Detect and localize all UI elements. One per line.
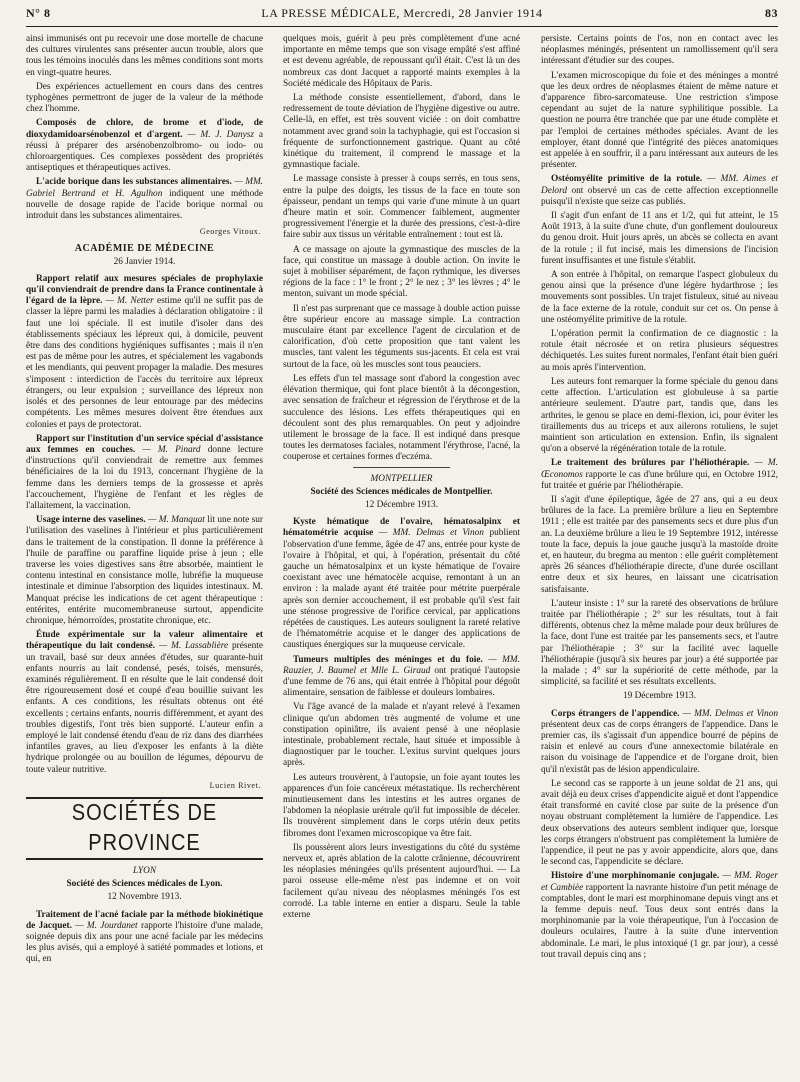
article-author: — MM. Delmas et Vinon (378, 528, 490, 539)
article-author: — M. Pinard (142, 444, 208, 455)
article-title: Usage interne des vaselines. (36, 515, 149, 526)
article-author: — MM. Delmas et Vinon (682, 708, 778, 719)
paragraph: La méthode consiste essentiellement, d'abord, dans le redressement de toute déviation de l'hygiène digestive ou autre. Celle-là, en effet, est très souvent viciée : on doit combattre notamment avec grand soin la tachyphagie, qui est l'occasion si fréquente de surfonctionnement gastrique. Quant au côté kinétique du traitement, il comprend le massage et la gymnastique faciale. (283, 93, 520, 171)
paragraph: quelques mois, guérit à peu près complètement d'une acné importante en même temps que son visage empâté s'est affiné et est devenu agréable, de repoussant qu'il était. C'est là un des nombreux cas dont Jacquet a rapporté maints exemples à la Société médicale des Hôpitaux de Paris. (283, 34, 520, 89)
article (283, 517, 520, 651)
paragraph: A son entrée à l'hôpital, on remarque l'aspect globuleux du genou ainsi que la présence d'une légère hydarthrose ; les mouvements sont possibles. Un trajet fistuleux, situé au niveau de la face externe de la rotule, conduit sur cet os. On pense à une ostéomyélite primitive de la rotule. (541, 270, 778, 325)
article-text: lit une note sur l'utilisation des vaselines à l'intérieur et plus particulièrement dans le traitement de la constipation. Il donne la préférence à l'huile de paraffine ou paraffine liquide prise à jeun ; elle traverse les voies digestives sans être absorbée, maintient le contenu intestinal en consistance molle, lubréfie la muqueuse intestinale et diminue l'absorption des liquides intestinaux. M. Manquat précise les indications de cet agent thérapeutique : entérites, entérite mucomembraneuse surtout, appendicite chronique, hémorroïdes, prostatite chronique, etc. (26, 515, 263, 626)
article-text: ont pratiqué l'autopsie d'une femme de 76 ans, qui était entrée à l'hôpital pour dégoût alimentaire, sensation de faiblesse et douleurs lombaires. (283, 665, 520, 699)
article (541, 174, 778, 208)
paragraph: A ce massage on ajoute la gymnastique des muscles de la face, qui constitue un massage à double action. On invite le sujet à mobiliser séparément, de façon rythmique, les diverses régions de la face : 1° le front ; 2° le nez ; 3° les lèvres ; 4° le menton, suivant un mode spécial. (283, 244, 520, 300)
article-text: présente un travail, basé sur deux années d'études, sur quarante-huit enfants nourris au lait condensé, pesés, toisés, mensurés, examinés régulièrement. Il en résulte que le lait condensé doit être rigoureusement dosé et coupé d'eau bouillie suivant les enfants. A ces conditions, les résultats obtenus ont été excellents ; certains enfants, nourris différemment, et ayant des troubles digestifs, l'ont très bien supporté. L'auteur enfin a employé le lait condensé étendu d'eau de riz dans des diarrhées infantiles graves, au lieu d'exposer les enfants à la diète hydrique prolongée ou au bouillon de légumes, dépourvu de toute valeur nutritive. (26, 641, 263, 775)
paragraph: L'examen microscopique du foie et des méninges a montré que les deux ordres de néoplasmes étaient de même nature et d'apparence fibro-sarcomateuse. Une restriction s'impose cependant au sujet de la nature syphilitique possible. La question ne pourra être tranchée que par une étude complète et par l'emploi de certaines méthodes spéciales. Avant de les employer, étant donné que l'intégrité des pièces anatomiques est appelée à en souffrir, il a paru intéressant aux auteurs de les présenter. (541, 70, 778, 171)
paragraph: Il n'est pas surprenant que ce massage à double action puisse être supérieur encore au massage simple. La contraction musculaire étant par excellence l'agent de circulation et de calorification, d'où cette proposition que tant valent les muscles, tant valent les téguments sus-jacents. Et cela est vrai surtout de la face, où les muscles sont tous peauciers. (283, 303, 520, 370)
paragraph: Vu l'âge avancé de la malade et n'ayant relevé à l'examen clinique qu'un abdomen très augmenté de volume et une constipation opiniâtre, ils avaient pensé à une néoplasie intestinale, probablement rectale, haut située et impossible à diagnostiquer par le toucher. L'exitus survint quelques jours après. (283, 702, 520, 769)
paragraph: Des expériences actuellement en cours dans des centres typhogènes permettront de juger de la valeur de la méthode chez l'homme. (26, 81, 263, 115)
paragraph: Le second cas se rapporte à un jeune soldat de 21 ans, qui avait déjà eu deux crises d'appendicite aiguë et dont l'appendice était transformé en cavité close par suite de la présence d'un noyau obstruant complètement la lumière de l'appendice. Les deux observations des auteurs semblent indiquer que, lorsque les corps étrangers n'obstruent pas complètement la lumière de l'appendice, il peut ne pas y avoir appendicite, alors que, dans le second cas, l'appendicite se déclare. (541, 778, 778, 868)
signature: Georges Vitoux. (199, 227, 261, 237)
society-date: 12 Décembre 1913. (364, 499, 439, 510)
article-author: — MM. Roger et Cambièe (541, 871, 778, 893)
article-title: Rapport relatif aux mesures spéciales de prophylaxie qu'il conviendrait de prendre dans la France continentale à l'égard de la lèpre. (26, 273, 263, 307)
society-date: 12 Novembre 1913. (107, 892, 182, 903)
article-title: Kyste hématique de l'ovaire, hématosalpinx et hématométrie acquise (283, 517, 520, 539)
page-header (26, 6, 778, 24)
society-heading: Société des Sciences médicales de Montpellier. (310, 486, 493, 497)
article-text: rapportent la navrante histoire d'un petit ménage de comptables, dont le mari est morphinomane depuis vingt ans et la femme depuis neuf. Tous deux sont entrés dans la morphinomanie par la voie thérapeutique, l'un à l'occasion de douleurs oculaires, l'autre à la suite d'une intervention abdominale. Le mari, le plus intoxiqué (1 gr. par jour), a cessé tout travail depuis cinq ans ; (541, 882, 778, 960)
issue-number: N° 8 (26, 6, 51, 20)
society-heading: Société des Sciences médicales de Lyon. (66, 879, 223, 890)
section-date: 26 Janvier 1914. (113, 256, 176, 267)
article-author: — MM. Aimes et Delord (541, 174, 778, 196)
article-text: présentent deux cas de corps étrangers de l'appendice. Dans le premier cas, ils s'agissait d'un appendice bourré de pépins de raisin et enlevé au cours d'une annexectomie bilatérale en raison du voisinage de l'appendice et de l'organe droit, bien qu'il n'existât pas de lésion appendiculaire. (541, 719, 778, 775)
article-title: Rapport sur l'institution d'un service spécial d'assistance aux femmes en couches. (26, 433, 263, 455)
paragraph: Les auteurs trouvèrent, à l'autopsie, un foie ayant toutes les apparences d'un foie cancéreux métastatique. Ils recherchèrent minutieusement dans les intestins et les autres organes de l'abdomen la néoplasie urétrale qu'il fut impossible de déceler. Ils trouvèrent simplement dans le corps utérin deux petits fibromes dont l'examen microscopique va être fait. (283, 772, 520, 839)
paragraph: Les effets d'un tel massage sont d'abord la congestion avec élévation thermique, qui font place bientôt à la décongestion, avec sensation de fraîcheur et régression de l'érythrose et de la succulence des lésions. Les effets thérapeutiques qui en découlent sont des plus remarquables. On peut y adjoindre utilement le brossage de la face. Il est indiqué dans presque toutes les dermatoses faciales, notamment l'érythrose, l'acné, la couperose et certaines formes d'eczéma. (283, 373, 520, 463)
article-title: Composés de chlore, de brome et d'iode, de dioxydamidoarsénobenzol et d'argent. (26, 118, 263, 140)
page-number: 83 (765, 6, 778, 20)
article-title: Le traitement des brûlures par l'héliothérapie. (551, 458, 755, 469)
article-text: indiquent une méthode nouvelle de dosage rapide de l'acide borique normal ou introduit dans les substances alimentaires. (26, 188, 263, 222)
article-text: rapporte l'histoire d'une malade, soignée depuis dix ans pour une acné faciale par les médecins les plus avisés, qui a employé à satiété pommades et lotions, et qui, en (26, 920, 263, 965)
article (26, 515, 263, 627)
newspaper-page (26, 0, 778, 1082)
section-date: 19 Décembre 1913. (622, 691, 697, 702)
article-title: L'acide borique dans les substances alimentaires. (36, 177, 235, 188)
paragraph: L'auteur insiste : 1° sur la rareté des observations de brûlure traitée par l'héliothérapie ; 2° sur les résultats, tout à fait différents, obtenus chez la même malade pour deux brûlures de la face, dont l'une est traitée par les pansements secs, et l'autre par l'héliothérapie ; 3° sur la facilité avec laquelle l'héliothérapie (jusqu'à six heures par jour) a été supportée par la malade ; 4° sur la supériorité de cette méthode, par la simplicité, sa facilité et ses résultats excellents. (541, 598, 778, 688)
article (26, 434, 263, 512)
big-section-title: SOCIÉTÉS DE PROVINCE (71, 800, 218, 856)
paragraph: Il s'agit d'un enfant de 11 ans et 1/2, qui fut atteint, le 15 Août 1913, à la suite d'une chute, d'un gonflement douloureux du genou droit. Huit jours après, un abcès se collecta en avant de la rotule ; il fut incisé, mais les dimensions de l'incision furent insuffisantes et une fistule s'établit. (541, 211, 778, 266)
paragraph: Ils poussèrent alors leurs investigations du côté du système nerveux et, après ablation de la calotte crânienne, découvrirent les néoplasies méningées qu'ils présentent aujourd'hui. — La paroi osseuse elle-même n'est pas indemne et on voit facilement qu'au niveau des néoplasmes méningés l'os est corrodé. La table interne en entier a disparu. Seule la table externe (283, 842, 520, 921)
article-text: ont observé un cas de cette affection exceptionnelle puisqu'il n'existe que seize cas publiés. (541, 185, 778, 207)
article-title: Tumeurs multiples des méninges et du foie. (293, 654, 489, 665)
article-author: — MM. Gabriel Bertrand et H. Agulhon (26, 177, 263, 199)
paragraph: Le massage consiste à presser à coups serrés, en tous sens, entre la pulpe des doigts, les tissus de la face en toute son épaisseur, pendant un temps qui varie d'une minute à un quart d'heure matin et soir. Commencer faiblement, augmenter progressivement l'énergie et la durée des pressions, c'est-à-dire faire subir aux tissus un véritable entraînement : tout est là. (283, 174, 520, 241)
article-text: publient l'observation d'une femme, âgée de 47 ans, entrée pour kyste de l'ovaire à l'hôpital, et qui, à l'opération, présentait du côté gauche un hématosalpinx et un kyste hématique de l'ovaire coexistant avec une hématocèle acquise, remontant à un an environ : la malade ayant été traitée pour métrite puerpérale après son dernier accouchement, il est probable qu'il s'est fait une sténose progressive de l'orifice cervical, par applications répétées de caustiques. Les auteurs soulignent la rareté relative de l'hématométrie acquise et le danger des applications de caustiques énergiques sur la muqueuse cervicale. (283, 528, 520, 651)
article-author: — M. Manquat (148, 515, 208, 526)
article-title: Étude expérimentale sur la valeur alimentaire et thérapeutique du lait condensé. (26, 630, 263, 652)
section-heading: ACADÉMIE DE MÉDECINE (74, 243, 215, 255)
article (26, 118, 263, 174)
signature: Lucien Rivet. (209, 780, 261, 790)
article-author: — M. Netter (105, 296, 157, 307)
paragraph: persiste. Certains points de l'os, non en contact avec les néoplasmes méningés, présentent un ramollissement qu'il sera intéressant d'étudier sur des coupes. (541, 34, 778, 67)
divider (26, 858, 263, 860)
header-rule (26, 26, 778, 27)
article (26, 274, 263, 431)
article-title: Traitement de l'acné faciale par la méthode biokinétique de Jacquet. (26, 909, 263, 931)
article-text: donne lecture d'instructions qu'il conviendrait de remettre aux femmes bénéficiaires de la loi du 1913, concernant l'hygiène de la femme dans les derniers temps de la grossesse et après l'accouchement, l'hygiène de l'enfant et les règles de l'allaitement, la vaccination. (26, 444, 263, 511)
column-3 (541, 34, 778, 1078)
article (283, 655, 520, 700)
article-text: a réussi à préparer des arsénobenzolbromo- ou iodo- ou chloroargentiques. Ces complexes possèdent des propriétés antiseptiques et thérapeutiques actives. (26, 129, 263, 174)
paragraph: Il s'agit d'une épileptique, âgée de 27 ans, qui a eu deux brûlures de la face. La première brûlure a lieu en Septembre 1911 ; elle est traitée par des pansements secs et dure plus d'un an. La deuxième brûlure a lieu le 19 Septembre 1912, intéresse toute la face, depuis la joue gauche jusqu'à la mastoïde droite et, en hauteur, du bregma au menton : elle guérit complètement après 26 séances d'héliothérapie directe, d'une durée oscillant entre deux et six heures, en laissant une cicatrisation satisfaisante. (541, 494, 778, 595)
article-author: — M. Lassablière (159, 641, 233, 652)
column-1 (26, 34, 263, 1078)
article-author: — M. Œconomos (541, 458, 778, 480)
article (26, 910, 263, 966)
article-title: Ostéomyélite primitive de la rotule. (551, 174, 708, 185)
column-2 (283, 34, 520, 1078)
article-author: — MM. Rauzier, J. Baumel et Mlle L. Giraud (283, 654, 520, 676)
article (26, 630, 263, 776)
divider (353, 467, 450, 468)
article (541, 458, 778, 492)
paragraph: L'opération permit la confirmation de ce diagnostic : la rotule était nécrosée et on retira plusieurs séquestres déchiquetés. Les suites furent normales, l'enfant était bien guéri au mois après l'intervention. (541, 329, 778, 373)
paragraph: ainsi immunisés ont pu recevoir une dose mortelle de chacune des cultures virulentes sans présenter aucun trouble, alors que tous les témoins inoculés dans les mêmes conditions sont morts en vingt-quatre heures. (26, 34, 263, 78)
article (541, 871, 778, 961)
city-heading: LYON (132, 866, 157, 876)
article-title: Corps étrangers de l'appendice. (551, 708, 683, 719)
article-text: rapporte le cas d'une brûlure qui, en Octobre 1912, fut traitée et guérie par l'héliothérapie. (541, 469, 778, 491)
article-title: Histoire d'une morphinomanie conjugale. (551, 871, 723, 882)
article (541, 709, 778, 776)
city-heading: MONTPELLIER (370, 473, 433, 484)
journal-title: LA PRESSE MÉDICALE, Mercredi, 28 Janvier 1914 (261, 6, 543, 20)
article (26, 177, 263, 222)
paragraph: Les auteurs font remarquer la forme spéciale du genou dans cette affection. L'articulation est globuleuse à sa partie antérieure seulement. D'autre part, tandis que, dans les arthrites, le genou se place en demi-flexion, ici, pour éviter les tiraillements dus au triceps et aux ailerons rotuliens, le sujet maintient son articulation en extension. Enfin, ils signalent qu'on a observé la régénération totale de la rotule. (541, 376, 778, 455)
article-author: — M. J. Danysz (187, 129, 259, 140)
article-author: — M. Jourdanet (75, 920, 141, 931)
article-text: estime qu'il ne suffit pas de classer la lèpre parmi les maladies à déclaration obligatoire : il faut une loi spéciale. Il est inutile d'isoler dans des établissements spéciaux les lépreux qui, à domicile, peuvent être dans des conditions hygiéniques suffisantes ; mais il n'en est pas de même pour les autres, et spécialement les vagabonds et les mendiants, qui peuvent propager la maladie. Des mesures s'imposent : interdiction de l'accès du territoire aux lépreux étrangers, ou leur expulsion ; surveillance des lépreux non isolés et des personnes de leur entourage par des médecins compétents. Les mêmes mesures doivent être étendues aux colonies et pays de protectorat. (26, 296, 263, 430)
